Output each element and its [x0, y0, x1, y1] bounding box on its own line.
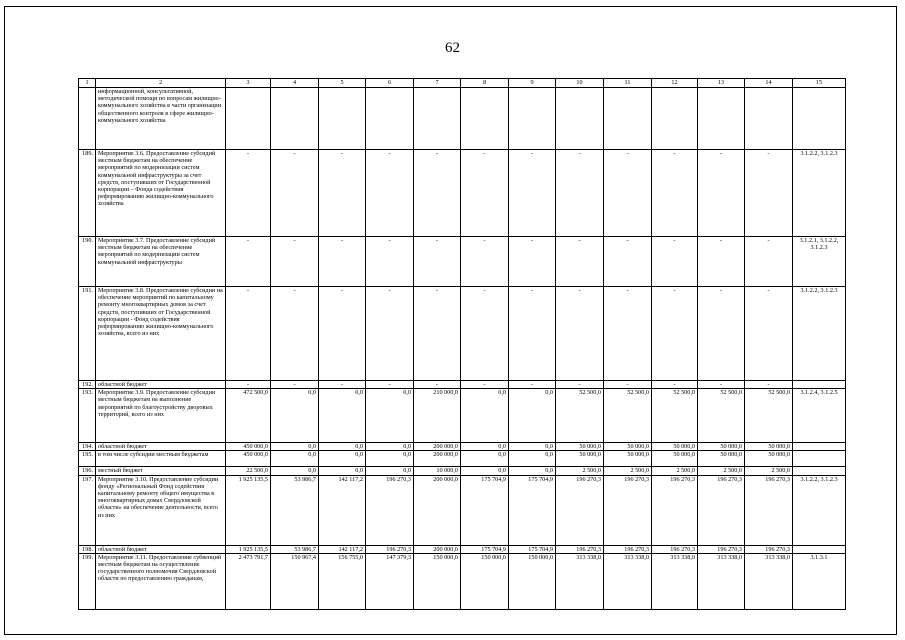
value-cell — [319, 88, 366, 150]
value-cell: 0,0 — [366, 467, 414, 475]
target-code — [793, 451, 846, 467]
value-cell: 0,0 — [509, 443, 556, 451]
value-cell: 50 000,0 — [604, 443, 652, 451]
value-cell: 313 338,0 — [604, 553, 652, 609]
value-cell: 0,0 — [366, 389, 414, 443]
table-row — [79, 237, 846, 287]
column-header: 9 — [509, 79, 556, 88]
row-number: 192. — [79, 381, 96, 389]
value-cell: 0,0 — [461, 443, 509, 451]
column-header: 7 — [414, 79, 461, 88]
value-cell: 196 270,3 — [698, 545, 745, 553]
value-cell: 196 270,3 — [556, 545, 604, 553]
value-cell: 52 500,0 — [556, 389, 604, 443]
value-cell: - — [319, 381, 366, 389]
value-cell: 196 270,3 — [652, 545, 698, 553]
value-cell — [226, 88, 271, 150]
value-cell: - — [698, 237, 745, 287]
value-cell: 175 704,9 — [461, 475, 509, 545]
value-cell: 50 000,0 — [745, 451, 793, 467]
value-cell: - — [319, 150, 366, 237]
value-cell: 200 000,0 — [414, 545, 461, 553]
column-header: 15 — [793, 79, 846, 88]
value-cell: 52 500,0 — [652, 389, 698, 443]
value-cell: 0,0 — [271, 467, 319, 475]
value-cell: 53 986,7 — [271, 475, 319, 545]
row-description: Мероприятие 3.11. Предоставление субвенций местным бюджетам на осуществление государственного полномочия Свердловской области по предоставлению гражданам, — [96, 553, 226, 609]
row-number: 189. — [79, 150, 96, 237]
value-cell — [509, 88, 556, 150]
value-cell: - — [556, 237, 604, 287]
value-cell: - — [745, 381, 793, 389]
value-cell: 142 117,2 — [319, 545, 366, 553]
value-cell: 147 379,3 — [366, 553, 414, 609]
value-cell: 50 000,0 — [556, 443, 604, 451]
value-cell: - — [414, 237, 461, 287]
value-cell: 0,0 — [271, 451, 319, 467]
value-cell: 0,0 — [366, 443, 414, 451]
value-cell: - — [556, 150, 604, 237]
row-number: 194. — [79, 443, 96, 451]
target-code — [793, 88, 846, 150]
value-cell: 0,0 — [509, 467, 556, 475]
value-cell: - — [745, 237, 793, 287]
value-cell: 50 000,0 — [698, 443, 745, 451]
value-cell: 200 000,0 — [414, 443, 461, 451]
value-cell: 2 473 791,7 — [226, 553, 271, 609]
column-header: 1 — [79, 79, 96, 88]
target-code — [793, 381, 846, 389]
value-cell — [556, 88, 604, 150]
value-cell: - — [414, 287, 461, 381]
row-number — [79, 88, 96, 150]
value-cell: 10 000,0 — [414, 467, 461, 475]
value-cell: - — [509, 150, 556, 237]
row-description: областной бюджет — [96, 545, 226, 553]
value-cell: 0,0 — [461, 389, 509, 443]
value-cell: 196 270,3 — [745, 475, 793, 545]
value-cell: - — [604, 237, 652, 287]
value-cell: - — [366, 381, 414, 389]
value-cell: 22 500,0 — [226, 467, 271, 475]
value-cell: - — [652, 287, 698, 381]
value-cell: 210 000,0 — [414, 389, 461, 443]
value-cell: - — [556, 381, 604, 389]
value-cell: 472 500,0 — [226, 389, 271, 443]
table-row — [79, 467, 846, 475]
value-cell: - — [698, 150, 745, 237]
value-cell: 52 500,0 — [604, 389, 652, 443]
value-cell: - — [745, 150, 793, 237]
row-number: 190. — [79, 237, 96, 287]
value-cell: 196 270,3 — [556, 475, 604, 545]
value-cell: 0,0 — [366, 451, 414, 467]
value-cell: 200 000,0 — [414, 475, 461, 545]
value-cell: 2 500,0 — [745, 467, 793, 475]
value-cell: - — [698, 381, 745, 389]
value-cell: - — [509, 381, 556, 389]
value-cell: 150 000,0 — [461, 553, 509, 609]
table-header-row — [79, 79, 846, 88]
value-cell: - — [414, 381, 461, 389]
row-description: Мероприятие 3.9. Предоставление субсидии местным бюджетам на выполнение мероприятий по благоустройству дворовых территорий, всего из них — [96, 389, 226, 443]
target-code: 3.1.2.2, 3.1.2.3 — [793, 287, 846, 381]
value-cell: - — [698, 287, 745, 381]
row-description: областной бюджет — [96, 443, 226, 451]
value-cell: 0,0 — [509, 389, 556, 443]
value-cell: 313 338,0 — [652, 553, 698, 609]
value-cell: - — [271, 287, 319, 381]
value-cell: - — [366, 287, 414, 381]
column-header: 5 — [319, 79, 366, 88]
value-cell: - — [604, 381, 652, 389]
row-number: 193. — [79, 389, 96, 443]
value-cell: 2 500,0 — [556, 467, 604, 475]
value-cell: - — [414, 150, 461, 237]
value-cell: - — [509, 237, 556, 287]
value-cell: 200 000,0 — [414, 451, 461, 467]
value-cell: 150 000,0 — [414, 553, 461, 609]
value-cell: - — [366, 150, 414, 237]
value-cell: 0,0 — [319, 451, 366, 467]
row-number: 197. — [79, 475, 96, 545]
table-row — [79, 443, 846, 451]
value-cell: 450 000,0 — [226, 443, 271, 451]
value-cell: - — [556, 287, 604, 381]
value-cell: 2 500,0 — [652, 467, 698, 475]
value-cell: - — [461, 150, 509, 237]
target-code — [793, 443, 846, 451]
row-number: 195. — [79, 451, 96, 467]
value-cell: 156 755,0 — [319, 553, 366, 609]
value-cell: 50 000,0 — [745, 443, 793, 451]
column-header: 8 — [461, 79, 509, 88]
target-code: 3.1.2.2, 3.1.2.3 — [793, 475, 846, 545]
value-cell: 175 704,9 — [461, 545, 509, 553]
value-cell — [698, 88, 745, 150]
value-cell: 196 270,3 — [745, 545, 793, 553]
target-code — [793, 467, 846, 475]
value-cell: 313 338,0 — [745, 553, 793, 609]
value-cell: 450 000,0 — [226, 451, 271, 467]
value-cell: 1 925 135,5 — [226, 475, 271, 545]
row-number: 199. — [79, 553, 96, 609]
target-code: 3.1.2.1, 3.1.2.2, 3.1.2.3 — [793, 237, 846, 287]
value-cell: - — [319, 287, 366, 381]
column-header: 2 — [96, 79, 226, 88]
value-cell: 50 000,0 — [698, 451, 745, 467]
value-cell: 50 000,0 — [604, 451, 652, 467]
value-cell: 175 704,9 — [509, 545, 556, 553]
value-cell: 0,0 — [319, 389, 366, 443]
value-cell: 313 338,0 — [556, 553, 604, 609]
value-cell: - — [226, 287, 271, 381]
value-cell: - — [604, 150, 652, 237]
value-cell — [461, 88, 509, 150]
target-code — [793, 545, 846, 553]
row-number: 191. — [79, 287, 96, 381]
value-cell: 0,0 — [319, 467, 366, 475]
column-header: 11 — [604, 79, 652, 88]
value-cell: 0,0 — [461, 451, 509, 467]
value-cell: 196 270,3 — [698, 475, 745, 545]
row-description: Мероприятие 3.7. Предоставление субсидий местным бюджетам на обеспечение мероприятий по модернизации систем коммунальной инфраструктуры — [96, 237, 226, 287]
value-cell: - — [461, 381, 509, 389]
table-row — [79, 475, 846, 545]
value-cell: 150 967,4 — [271, 553, 319, 609]
value-cell: - — [366, 237, 414, 287]
value-cell: 196 270,3 — [604, 475, 652, 545]
value-cell: 50 000,0 — [652, 451, 698, 467]
row-number: 198. — [79, 545, 96, 553]
value-cell: 52 500,0 — [745, 389, 793, 443]
value-cell — [366, 88, 414, 150]
target-code: 3.1.3.1 — [793, 553, 846, 609]
value-cell: - — [226, 381, 271, 389]
value-cell: - — [509, 287, 556, 381]
column-header: 4 — [271, 79, 319, 88]
value-cell: - — [271, 237, 319, 287]
value-cell — [271, 88, 319, 150]
value-cell: 313 338,0 — [698, 553, 745, 609]
row-description: областной бюджет — [96, 381, 226, 389]
value-cell: 150 000,0 — [509, 553, 556, 609]
row-number: 196. — [79, 467, 96, 475]
table-row — [79, 150, 846, 237]
value-cell: 2 500,0 — [604, 467, 652, 475]
row-description: Мероприятие 3.10. Предоставление субсидии фонду «Региональный Фонд содействия капитальному ремонту общего имущества в многоквартирных домах Свердловской области» на обеспечение деятельности, всего из них — [96, 475, 226, 545]
value-cell: - — [226, 150, 271, 237]
table-row — [79, 287, 846, 381]
value-cell: 50 000,0 — [556, 451, 604, 467]
value-cell: - — [226, 237, 271, 287]
page-number: 62 — [445, 40, 460, 56]
row-description: в том числе субсидии местным бюджетам — [96, 451, 226, 467]
value-cell: 0,0 — [271, 389, 319, 443]
table-row — [79, 545, 846, 553]
row-description: Мероприятие 3.8. Предоставление субсидии на обеспечение мероприятий по капитальному ремонту многоквартирных домов за счет средств, поступивших от Государственной корпорации - Фонд содействия реформированию жилищно-коммунального хозяйства, всего из них — [96, 287, 226, 381]
row-description: Мероприятие 3.6. Предоставление субсидий местным бюджетам на обеспечение мероприятий по модернизации систем коммунальной инфраструктуры за счет средств, поступивших от Государственной корпорации – Фонда содействия реформированию жилищно-коммунального хозяйства — [96, 150, 226, 237]
table-row — [79, 553, 846, 609]
value-cell: - — [461, 287, 509, 381]
value-cell: - — [652, 237, 698, 287]
column-header: 10 — [556, 79, 604, 88]
value-cell: - — [652, 381, 698, 389]
value-cell: 0,0 — [271, 443, 319, 451]
value-cell — [604, 88, 652, 150]
value-cell: 196 270,3 — [604, 545, 652, 553]
value-cell: 196 270,3 — [366, 475, 414, 545]
table-row — [79, 451, 846, 467]
row-description: местный бюджет — [96, 467, 226, 475]
value-cell: 1 925 135,5 — [226, 545, 271, 553]
table-row — [79, 389, 846, 443]
value-cell — [414, 88, 461, 150]
value-cell: 0,0 — [461, 467, 509, 475]
target-code: 3.1.2.4, 3.1.2.5 — [793, 389, 846, 443]
column-header: 6 — [366, 79, 414, 88]
column-header: 13 — [698, 79, 745, 88]
value-cell: 50 000,0 — [652, 443, 698, 451]
row-description: информационной, консультативной, методической помощи по вопросам жилищно-коммунального хозяйства в части организации общественного контроля в сфере жилищно-коммунального хозяйства — [96, 88, 226, 150]
value-cell: - — [271, 150, 319, 237]
value-cell: - — [604, 287, 652, 381]
value-cell: - — [652, 150, 698, 237]
value-cell: 196 270,3 — [652, 475, 698, 545]
value-cell: 2 500,0 — [698, 467, 745, 475]
column-header: 3 — [226, 79, 271, 88]
target-code: 3.1.2.2, 3.1.2.3 — [793, 150, 846, 237]
value-cell: - — [271, 381, 319, 389]
value-cell — [745, 88, 793, 150]
value-cell — [652, 88, 698, 150]
table-row — [79, 381, 846, 389]
value-cell: - — [745, 287, 793, 381]
value-cell: 0,0 — [509, 451, 556, 467]
value-cell: 53 986,7 — [271, 545, 319, 553]
value-cell: 196 270,3 — [366, 545, 414, 553]
column-header: 12 — [652, 79, 698, 88]
column-header: 14 — [745, 79, 793, 88]
value-cell: 52 500,0 — [698, 389, 745, 443]
table-row — [79, 88, 846, 150]
value-cell: 0,0 — [319, 443, 366, 451]
value-cell: 142 117,2 — [319, 475, 366, 545]
value-cell: 175 704,9 — [509, 475, 556, 545]
value-cell: - — [461, 237, 509, 287]
program-table — [78, 78, 846, 610]
value-cell: - — [319, 237, 366, 287]
